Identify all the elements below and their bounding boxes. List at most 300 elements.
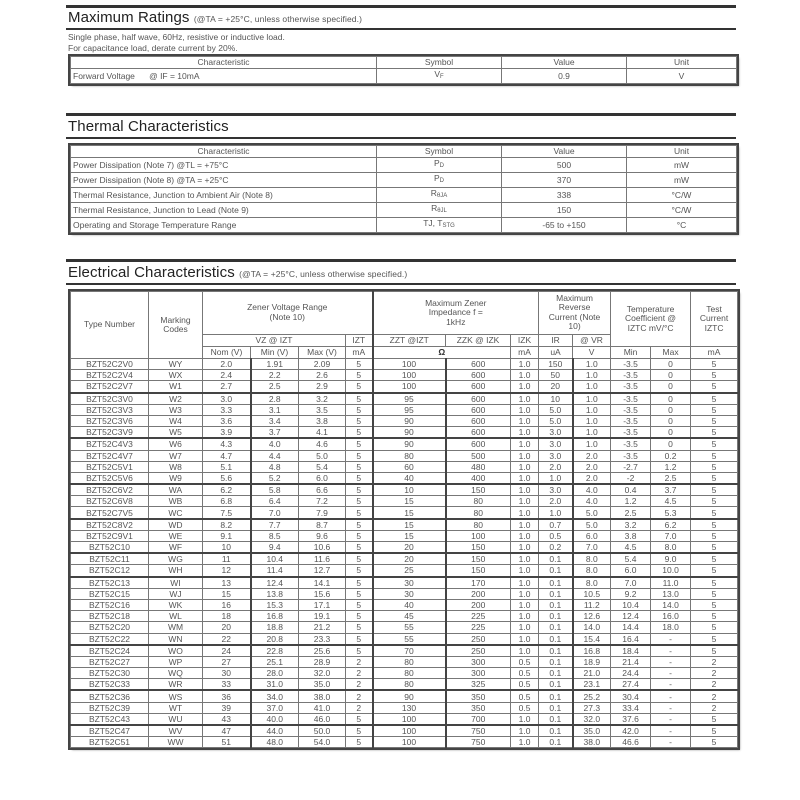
tc-max-cell: 10.0 xyxy=(651,565,691,577)
zzk-cell: 100 xyxy=(446,530,511,541)
izt-cell: 5 xyxy=(346,359,373,370)
test-current-cell: 5 xyxy=(691,611,738,622)
ir-cell: 0.1 xyxy=(539,599,573,610)
table-row xyxy=(71,565,738,577)
type-number-cell: BZT52C51 xyxy=(71,737,149,748)
izk-cell: 1.0 xyxy=(511,737,539,748)
izk-cell: 1.0 xyxy=(511,381,539,393)
table-row xyxy=(71,725,738,737)
test-current-cell: 2 xyxy=(691,702,738,713)
marking-code-cell: W6 xyxy=(149,438,203,450)
tc-min-cell: 12.4 xyxy=(611,611,651,622)
zzk-cell: 600 xyxy=(446,438,511,450)
vr-cell: 1.0 xyxy=(573,370,611,381)
vz-nom-cell: 2.0 xyxy=(203,359,251,370)
zzt-cell: 10 xyxy=(373,484,446,496)
tc-max-cell: 3.7 xyxy=(651,484,691,496)
value-cell: 0.9 xyxy=(502,69,627,84)
vz-nom-cell: 16 xyxy=(203,599,251,610)
table-row xyxy=(71,542,738,554)
table-row xyxy=(71,611,738,622)
ir-cell: 3.0 xyxy=(539,427,573,439)
vz-min-cell: 3.7 xyxy=(251,427,299,439)
izt-cell: 5 xyxy=(346,530,373,541)
zzk-cell: 600 xyxy=(446,393,511,405)
vz-min-cell: 20.8 xyxy=(251,633,299,645)
type-number-cell: BZT52C27 xyxy=(71,656,149,667)
vz-max-cell: 50.0 xyxy=(299,725,346,737)
zzt-cell: 100 xyxy=(373,725,446,737)
vz-min-cell: 2.2 xyxy=(251,370,299,381)
izt-cell: 5 xyxy=(346,496,373,507)
zzt-cell: 80 xyxy=(373,668,446,679)
zzk-cell: 225 xyxy=(446,622,511,633)
marking-code-cell: W3 xyxy=(149,404,203,415)
vr-cell: 7.0 xyxy=(573,542,611,554)
characteristic-cell: Thermal Resistance, Junction to Ambient Air (Note 8) xyxy=(71,188,377,203)
zzt-cell: 90 xyxy=(373,438,446,450)
tc-max-cell: 0 xyxy=(651,370,691,381)
vz-nom-cell: 3.6 xyxy=(203,415,251,426)
vz-nom-cell: 18 xyxy=(203,611,251,622)
table-row xyxy=(71,188,737,203)
zzt-cell: 130 xyxy=(373,702,446,713)
table-row xyxy=(71,438,738,450)
tc-min-cell: 3.8 xyxy=(611,530,651,541)
izt-cell: 5 xyxy=(346,725,373,737)
test-current-cell: 5 xyxy=(691,633,738,645)
vz-max-cell: 35.0 xyxy=(299,679,346,691)
ir-cell: 10 xyxy=(539,393,573,405)
test-current-cell: 5 xyxy=(691,553,738,565)
type-number-cell: BZT52C13 xyxy=(71,577,149,589)
zzk-cell: 150 xyxy=(446,542,511,554)
marking-code-cell: WK xyxy=(149,599,203,610)
izk-cell: 1.0 xyxy=(511,725,539,737)
izt-cell: 5 xyxy=(346,461,373,472)
zzk-cell: 80 xyxy=(446,507,511,519)
value-cell: 500 xyxy=(502,158,627,173)
tc-max-cell: 13.0 xyxy=(651,588,691,599)
header-zener-voltage: Zener Voltage Range (Note 10) xyxy=(203,292,373,335)
type-number-cell: BZT52C4V7 xyxy=(71,450,149,461)
vz-min-cell: 5.8 xyxy=(251,484,299,496)
zzt-cell: 90 xyxy=(373,415,446,426)
izk-cell: 1.0 xyxy=(511,588,539,599)
tc-max-cell: 14.0 xyxy=(651,599,691,610)
tc-min-cell: -3.5 xyxy=(611,359,651,370)
vz-nom-cell: 4.7 xyxy=(203,450,251,461)
ir-cell: 3.0 xyxy=(539,438,573,450)
izt-cell: 5 xyxy=(346,565,373,577)
unit-cell: °C/W xyxy=(627,203,737,218)
izk-cell: 1.0 xyxy=(511,472,539,484)
vr-cell: 8.0 xyxy=(573,553,611,565)
marking-code-cell: WP xyxy=(149,656,203,667)
type-number-cell: BZT52C2V4 xyxy=(71,370,149,381)
marking-code-cell: WJ xyxy=(149,588,203,599)
electrical-header-row-1 xyxy=(71,292,738,335)
marking-code-cell: W1 xyxy=(149,381,203,393)
vz-max-cell: 7.2 xyxy=(299,496,346,507)
vz-max-cell: 23.3 xyxy=(299,633,346,645)
tc-max-cell: 0 xyxy=(651,404,691,415)
table-row xyxy=(71,69,737,84)
unit-cell: mW xyxy=(627,173,737,188)
vz-max-cell: 25.6 xyxy=(299,645,346,657)
tc-min-cell: -3.5 xyxy=(611,438,651,450)
table-row xyxy=(71,633,738,645)
ir-cell: 0.1 xyxy=(539,737,573,748)
tc-min-cell: 4.5 xyxy=(611,542,651,554)
unit-ir: uA xyxy=(539,346,573,358)
vz-max-cell: 54.0 xyxy=(299,737,346,748)
ir-cell: 0.1 xyxy=(539,668,573,679)
tc-min-cell: 0.4 xyxy=(611,484,651,496)
marking-code-cell: WL xyxy=(149,611,203,622)
marking-code-cell: WR xyxy=(149,679,203,691)
marking-code-cell: W8 xyxy=(149,461,203,472)
ir-cell: 0.5 xyxy=(539,530,573,541)
vz-min-cell: 10.4 xyxy=(251,553,299,565)
zzk-cell: 600 xyxy=(446,359,511,370)
vz-nom-cell: 8.2 xyxy=(203,519,251,531)
tc-min-cell: 33.4 xyxy=(611,702,651,713)
izt-cell: 5 xyxy=(346,381,373,393)
vr-cell: 25.2 xyxy=(573,690,611,702)
table-row xyxy=(71,679,738,691)
symbol-sub: STG xyxy=(442,223,455,229)
izt-cell: 2 xyxy=(346,679,373,691)
vz-min-cell: 40.0 xyxy=(251,713,299,725)
test-current-cell: 5 xyxy=(691,507,738,519)
tc-max-cell: 0 xyxy=(651,381,691,393)
zzk-cell: 200 xyxy=(446,588,511,599)
tc-max-cell: 0 xyxy=(651,427,691,439)
vr-cell: 1.0 xyxy=(573,381,611,393)
vr-cell: 1.0 xyxy=(573,415,611,426)
tc-min-cell: 16.4 xyxy=(611,633,651,645)
header-vz-at-izt: VZ @ IZT xyxy=(203,334,346,346)
vz-min-cell: 7.7 xyxy=(251,519,299,531)
type-number-cell: BZT52C3V0 xyxy=(71,393,149,405)
zzk-cell: 750 xyxy=(446,725,511,737)
vz-nom-cell: 36 xyxy=(203,690,251,702)
tc-min-cell: 30.4 xyxy=(611,690,651,702)
tc-min-cell: 9.2 xyxy=(611,588,651,599)
vz-max-cell: 15.6 xyxy=(299,588,346,599)
izk-cell: 1.0 xyxy=(511,507,539,519)
test-current-cell: 5 xyxy=(691,461,738,472)
ir-cell: 0.7 xyxy=(539,519,573,531)
header-reverse-current: Maximum Reverse Current (Note 10) xyxy=(539,292,611,335)
izt-cell: 2 xyxy=(346,702,373,713)
vr-cell: 32.0 xyxy=(573,713,611,725)
tc-min-cell: -3.5 xyxy=(611,427,651,439)
vz-max-cell: 6.6 xyxy=(299,484,346,496)
zzk-cell: 500 xyxy=(446,450,511,461)
vz-max-cell: 3.8 xyxy=(299,415,346,426)
marking-code-cell: WF xyxy=(149,542,203,554)
tc-min-cell: 18.4 xyxy=(611,645,651,657)
header-symbol: Symbol xyxy=(377,57,502,69)
vz-min-cell: 44.0 xyxy=(251,725,299,737)
vz-max-cell: 46.0 xyxy=(299,713,346,725)
tc-max-cell: 0.2 xyxy=(651,450,691,461)
ir-cell: 2.0 xyxy=(539,461,573,472)
test-current-cell: 5 xyxy=(691,725,738,737)
type-number-cell: BZT52C3V3 xyxy=(71,404,149,415)
tc-min-cell: -2.7 xyxy=(611,461,651,472)
izk-cell: 0.5 xyxy=(511,668,539,679)
zzk-cell: 170 xyxy=(446,577,511,589)
tc-min-cell: 7.0 xyxy=(611,577,651,589)
vz-nom-cell: 11 xyxy=(203,553,251,565)
header-temp-coefficient: Temperature Coefficient @ IZTC mV/°C xyxy=(611,292,691,347)
vz-min-cell: 1.91 xyxy=(251,359,299,370)
vr-cell: 38.0 xyxy=(573,737,611,748)
table-row xyxy=(71,588,738,599)
zzk-cell: 700 xyxy=(446,713,511,725)
vr-cell: 35.0 xyxy=(573,725,611,737)
marking-code-cell: WV xyxy=(149,725,203,737)
tc-max-cell: - xyxy=(651,656,691,667)
ir-cell: 5.0 xyxy=(539,404,573,415)
header-zzt: ZZT @IZT xyxy=(373,334,446,346)
max-ratings-condition: (@TA = +25°C, unless otherwise specified.) xyxy=(193,14,363,24)
vz-nom-cell: 51 xyxy=(203,737,251,748)
ir-cell: 0.1 xyxy=(539,577,573,589)
ir-cell: 1.0 xyxy=(539,507,573,519)
marking-code-cell: W5 xyxy=(149,427,203,439)
table-row xyxy=(71,472,738,484)
izt-cell: 5 xyxy=(346,599,373,610)
max-ratings-note-1: Single phase, half wave, 60Hz, resistive or inductive load. xyxy=(68,32,285,42)
zzk-cell: 400 xyxy=(446,472,511,484)
type-number-cell: BZT52C5V6 xyxy=(71,472,149,484)
ir-cell: 3.0 xyxy=(539,484,573,496)
vz-nom-cell: 13 xyxy=(203,577,251,589)
ir-cell: 0.2 xyxy=(539,542,573,554)
vz-nom-cell: 12 xyxy=(203,565,251,577)
table-row xyxy=(71,656,738,667)
ir-cell: 0.1 xyxy=(539,679,573,691)
vz-max-cell: 17.1 xyxy=(299,599,346,610)
marking-code-cell: WX xyxy=(149,370,203,381)
izk-cell: 1.0 xyxy=(511,370,539,381)
test-current-cell: 5 xyxy=(691,577,738,589)
zzk-cell: 600 xyxy=(446,404,511,415)
header-izt: IZT xyxy=(346,334,373,346)
vz-nom-cell: 33 xyxy=(203,679,251,691)
zzt-cell: 15 xyxy=(373,507,446,519)
unit-izt: mA xyxy=(346,346,373,358)
tc-max-cell: - xyxy=(651,737,691,748)
symbol-main: TJ, T xyxy=(423,218,443,228)
test-current-cell: 5 xyxy=(691,599,738,610)
table-row xyxy=(71,668,738,679)
tc-max-cell: 1.2 xyxy=(651,461,691,472)
vz-min-cell: 48.0 xyxy=(251,737,299,748)
type-number-cell: BZT52C33 xyxy=(71,679,149,691)
ir-cell: 0.1 xyxy=(539,633,573,645)
tc-max-cell: - xyxy=(651,645,691,657)
header-zzk: ZZK @ IZK xyxy=(446,334,511,346)
izt-cell: 2 xyxy=(346,690,373,702)
vz-max-cell: 8.7 xyxy=(299,519,346,531)
test-current-cell: 5 xyxy=(691,393,738,405)
vz-min-cell: 3.1 xyxy=(251,404,299,415)
test-current-cell: 5 xyxy=(691,415,738,426)
zzt-cell: 15 xyxy=(373,496,446,507)
type-number-cell: BZT52C6V8 xyxy=(71,496,149,507)
ir-cell: 0.1 xyxy=(539,611,573,622)
tc-min-cell: 46.6 xyxy=(611,737,651,748)
zzk-cell: 80 xyxy=(446,519,511,531)
vz-nom-cell: 24 xyxy=(203,645,251,657)
tc-max-cell: 9.0 xyxy=(651,553,691,565)
max-ratings-note-2: For capacitance load, derate current by 20%. xyxy=(68,43,238,53)
zzt-cell: 100 xyxy=(373,737,446,748)
vz-min-cell: 2.8 xyxy=(251,393,299,405)
ir-cell: 0.1 xyxy=(539,645,573,657)
vz-min-cell: 6.4 xyxy=(251,496,299,507)
marking-code-cell: WN xyxy=(149,633,203,645)
ir-cell: 0.1 xyxy=(539,553,573,565)
tc-max-cell: - xyxy=(651,713,691,725)
tc-max-cell: 8.0 xyxy=(651,542,691,554)
zzt-cell: 80 xyxy=(373,679,446,691)
marking-code-cell: WW xyxy=(149,737,203,748)
symbol-main: P xyxy=(433,158,440,168)
table-row xyxy=(71,484,738,496)
unit-ohm: Ω xyxy=(373,346,511,358)
symbol-sub: D xyxy=(439,163,444,169)
type-number-cell: BZT52C2V7 xyxy=(71,381,149,393)
tc-max-cell: - xyxy=(651,633,691,645)
tc-max-cell: 16.0 xyxy=(651,611,691,622)
electrical-title-text: Electrical Characteristics xyxy=(68,264,235,281)
table-row xyxy=(71,622,738,633)
ir-cell: 150 xyxy=(539,359,573,370)
vz-min-cell: 25.1 xyxy=(251,656,299,667)
izk-cell: 1.0 xyxy=(511,427,539,439)
type-number-cell: BZT52C47 xyxy=(71,725,149,737)
thermal-top-rule xyxy=(66,113,736,116)
vz-min-cell: 8.5 xyxy=(251,530,299,541)
vr-cell: 1.0 xyxy=(573,404,611,415)
header-unit: Unit xyxy=(627,57,737,69)
izk-cell: 1.0 xyxy=(511,645,539,657)
table-row xyxy=(71,461,738,472)
test-current-cell: 5 xyxy=(691,713,738,725)
vz-max-cell: 28.9 xyxy=(299,656,346,667)
izk-cell: 1.0 xyxy=(511,496,539,507)
unit-cell: mW xyxy=(627,158,737,173)
vz-min-cell: 4.4 xyxy=(251,450,299,461)
characteristic-cell xyxy=(71,69,377,84)
vz-nom-cell: 4.3 xyxy=(203,438,251,450)
ir-cell: 2.0 xyxy=(539,496,573,507)
vr-cell: 2.0 xyxy=(573,472,611,484)
zzt-cell: 15 xyxy=(373,530,446,541)
vr-cell: 12.6 xyxy=(573,611,611,622)
izk-cell: 1.0 xyxy=(511,542,539,554)
symbol-main: R xyxy=(430,188,437,198)
header-type-number: Type Number xyxy=(71,292,149,359)
zzt-cell: 25 xyxy=(373,565,446,577)
zzt-cell: 80 xyxy=(373,450,446,461)
vz-nom-cell: 10 xyxy=(203,542,251,554)
izk-cell: 1.0 xyxy=(511,415,539,426)
unit-cell: °C/W xyxy=(627,188,737,203)
tc-min-cell: 37.6 xyxy=(611,713,651,725)
tc-max-cell: 7.0 xyxy=(651,530,691,541)
thermal-header-row xyxy=(71,146,737,158)
value-cell: 370 xyxy=(502,173,627,188)
marking-code-cell: WS xyxy=(149,690,203,702)
vz-nom-cell: 3.3 xyxy=(203,404,251,415)
vr-cell: 4.0 xyxy=(573,496,611,507)
vz-min-cell: 4.8 xyxy=(251,461,299,472)
tc-min-cell: 21.4 xyxy=(611,656,651,667)
zzk-cell: 600 xyxy=(446,381,511,393)
vz-nom-cell: 3.9 xyxy=(203,427,251,439)
vz-nom-cell: 27 xyxy=(203,656,251,667)
zzt-cell: 90 xyxy=(373,427,446,439)
vz-max-cell: 19.1 xyxy=(299,611,346,622)
zzt-cell: 20 xyxy=(373,553,446,565)
zzt-cell: 95 xyxy=(373,393,446,405)
vz-min-cell: 31.0 xyxy=(251,679,299,691)
izk-cell: 1.0 xyxy=(511,577,539,589)
table-row xyxy=(71,393,738,405)
vr-cell: 1.0 xyxy=(573,427,611,439)
test-current-cell: 2 xyxy=(691,656,738,667)
vz-min-cell: 37.0 xyxy=(251,702,299,713)
symbol-cell xyxy=(377,218,502,233)
test-current-cell: 5 xyxy=(691,370,738,381)
tc-min-cell: 42.0 xyxy=(611,725,651,737)
vz-max-cell: 32.0 xyxy=(299,668,346,679)
table-row xyxy=(71,737,738,748)
izk-cell: 0.5 xyxy=(511,702,539,713)
vz-min-cell: 7.0 xyxy=(251,507,299,519)
tc-min-cell: 10.4 xyxy=(611,599,651,610)
unit-tc-min: Min xyxy=(611,346,651,358)
table-row xyxy=(71,690,738,702)
ir-cell: 0.1 xyxy=(539,725,573,737)
max-ratings-table xyxy=(70,56,737,84)
marking-code-cell: WD xyxy=(149,519,203,531)
zzt-cell: 30 xyxy=(373,588,446,599)
vr-cell: 23.1 xyxy=(573,679,611,691)
test-current-cell: 5 xyxy=(691,496,738,507)
test-current-cell: 5 xyxy=(691,484,738,496)
symbol-cell xyxy=(377,188,502,203)
header-test-current: Test Current IZTC xyxy=(691,292,738,347)
table-row xyxy=(71,450,738,461)
tc-min-cell: 2.5 xyxy=(611,507,651,519)
izt-cell: 5 xyxy=(346,611,373,622)
table-row xyxy=(71,158,737,173)
type-number-cell: BZT52C4V3 xyxy=(71,438,149,450)
test-current-cell: 5 xyxy=(691,438,738,450)
vz-nom-cell: 5.1 xyxy=(203,461,251,472)
izk-cell: 1.0 xyxy=(511,611,539,622)
zzt-cell: 100 xyxy=(373,370,446,381)
vz-max-cell: 10.6 xyxy=(299,542,346,554)
